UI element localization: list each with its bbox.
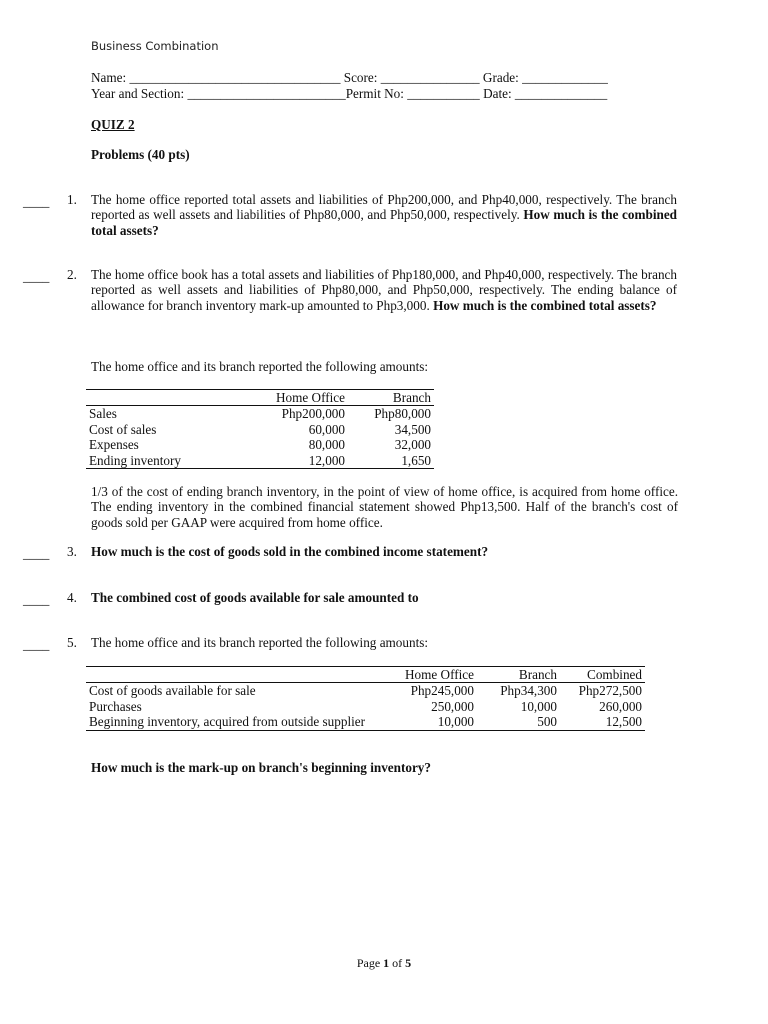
quiz-title: QUIZ 2	[91, 117, 135, 132]
table-1-branch-value: 1,650	[348, 453, 434, 469]
question-3: How much is the cost of goods sold in the combined income statement?	[91, 544, 489, 559]
answer-blank-5[interactable]: ____	[23, 637, 50, 652]
student-info-line-1: Name: ________________________________ Score: _______________ Grade: _____________	[91, 70, 608, 85]
final-question: How much is the mark-up on branch's beginning inventory?	[91, 760, 431, 775]
amounts-table-1	[86, 389, 434, 469]
answer-blank-2[interactable]: ____	[23, 269, 50, 284]
table-row	[86, 406, 434, 422]
table-row	[86, 699, 645, 714]
table-1-home-office-value: 60,000	[308, 421, 345, 437]
table-2-header-blank	[86, 667, 380, 683]
table-2-combined-value: 260,000	[599, 698, 642, 714]
footer-middle: of	[389, 956, 406, 970]
answer-blank-3[interactable]: ____	[23, 546, 50, 561]
answer-blank-4[interactable]: ____	[23, 592, 50, 607]
table-1-header-branch: Branch	[348, 390, 434, 406]
table-2-row-label: Beginning inventory, acquired from outside supplier	[86, 714, 380, 730]
question-1-ask: How much is the combined total assets?	[91, 207, 678, 238]
table-row	[86, 453, 434, 469]
question-number-1: 1.	[67, 192, 77, 207]
question-number-5: 5.	[67, 635, 77, 650]
table-row	[86, 714, 645, 730]
table-2-row-label: Cost of goods available for sale	[89, 683, 256, 699]
table-2-home-office-value: Php245,000	[410, 683, 474, 699]
table-row	[86, 422, 434, 437]
table-2-combined-value: 12,500	[560, 714, 645, 730]
table-2-branch-value: Php34,300	[500, 683, 557, 699]
current-page: 1	[383, 956, 390, 970]
table-1-header-blank	[86, 390, 246, 406]
footer-prefix: Page	[356, 956, 384, 970]
problems-title: Problems (40 pts)	[91, 147, 190, 162]
page-footer	[0, 956, 768, 971]
table-1-home-office-value: 80,000	[308, 437, 345, 453]
question-2-ask: How much is the combined total assets?	[433, 297, 657, 313]
table-2-branch-value: 500	[477, 714, 560, 730]
student-info-line-2: Year and Section: ________________________Permit No: ___________ Date: ______________	[91, 86, 608, 101]
table-1-intro: The home office and its branch reported the following amounts:	[91, 359, 429, 374]
question-4: The combined cost of goods available for sale amounted to	[91, 590, 419, 605]
question-number-2: 2.	[67, 267, 77, 282]
table-1-row-label: Expenses	[89, 437, 139, 453]
question-number-3: 3.	[67, 544, 77, 559]
question-1-text: The home office reported total assets and liabilities of Php200,000, and Php40,000, respectively. The branch reported as well assets and liabilities of Php80,000, and Php50,000, respectively.	[91, 192, 677, 223]
table-2-combined-value: Php272,500	[578, 683, 642, 699]
table-row	[86, 683, 645, 699]
note-paragraph: 1/3 of the cost of ending branch inventory, in the point of view of home office, is acquired from home office. The ending inventory in the combined financial statement showed Php13,500. Half of the branch's cost of goods sold per GAAP were acquired from home office.	[91, 484, 678, 530]
table-1-branch-value: 34,500	[394, 421, 431, 437]
course-title: Business Combination	[91, 39, 219, 53]
question-2	[91, 267, 677, 313]
total-pages: 5	[405, 956, 412, 970]
question-1	[91, 192, 677, 238]
answer-blank-1[interactable]: ____	[23, 194, 50, 209]
table-row	[86, 437, 434, 452]
table-1-home-office-value: 12,000	[246, 453, 348, 469]
question-5: The home office and its branch reported the following amounts:	[91, 635, 429, 650]
table-1-branch-value: 32,000	[394, 437, 431, 453]
table-2-header-home-office: Home Office	[380, 667, 477, 683]
table-2-header-branch: Branch	[477, 667, 560, 683]
table-1-branch-value: Php80,000	[374, 406, 431, 422]
amounts-table-2	[86, 666, 645, 731]
table-1-row-label: Ending inventory	[86, 453, 246, 469]
table-1-row-label: Cost of sales	[89, 421, 157, 437]
question-number-4: 4.	[67, 590, 77, 605]
table-2-home-office-value: 10,000	[380, 714, 477, 730]
table-2-header-combined: Combined	[560, 667, 645, 683]
table-1-home-office-value: Php200,000	[281, 406, 345, 422]
question-2-text: The home office book has a total assets and liabilities of Php180,000, and Php40,000, respectively. The branch reported as well assets and liabilities of Php80,000, and Php50,000, respectively. The ending balance of allowance for branch inventory mark-up amounted to Php3,000.	[91, 267, 677, 313]
table-1-row-label: Sales	[89, 406, 117, 422]
table-2-row-label: Purchases	[89, 698, 142, 714]
table-1-header-home-office: Home Office	[246, 390, 348, 406]
table-2-branch-value: 10,000	[520, 698, 557, 714]
table-2-home-office-value: 250,000	[431, 698, 474, 714]
